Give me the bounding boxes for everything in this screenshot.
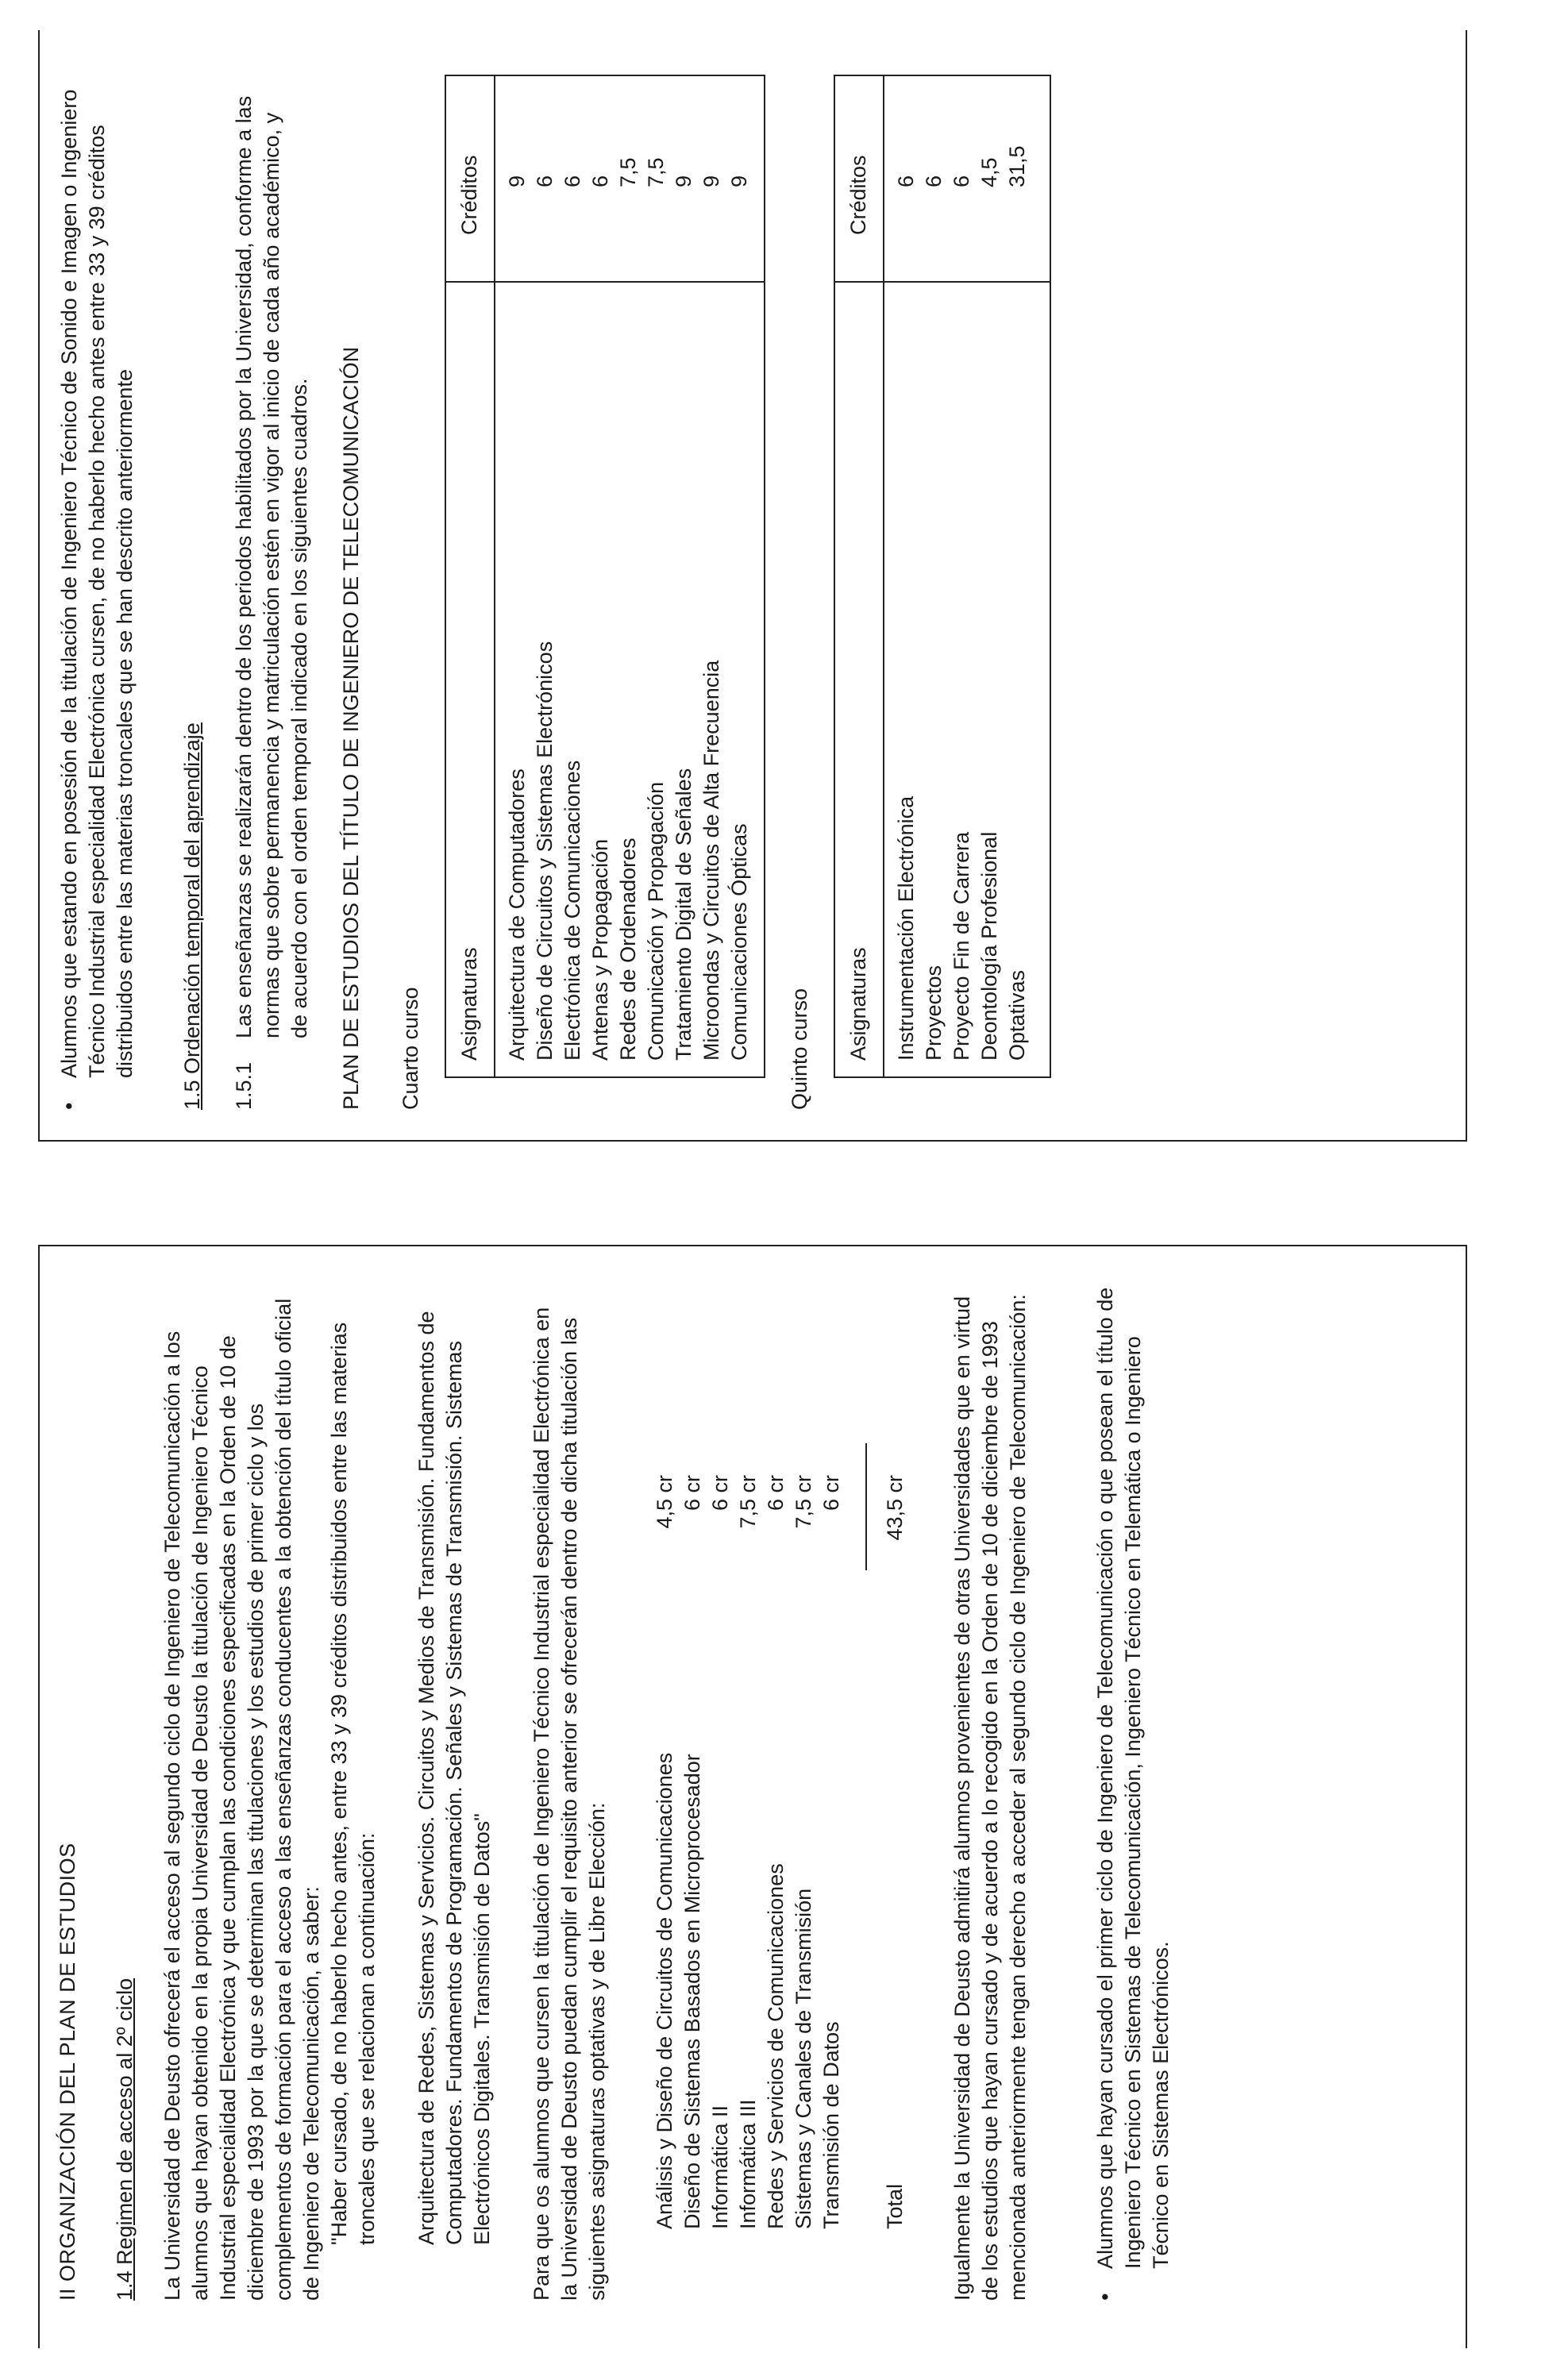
para-igualmente: Igualmente la Universidad de Deusto admitirá alumnos provenientes de otras Universidades que en virtud de los estudios que hayan cursado y de acuerdo a lo recogido en la Orden de 10 de diciembre de 1993 mencionada anteriormente tengan derecho a acceder al segundo ciclo de Ingeniero de Telecomunicación:	[950, 1294, 1030, 2301]
para-intro: La Universidad de Deusto ofrecerá el acceso al segundo ciclo de Ingeniero de Telecomunicación a los alumnos que hayan obtenido en la propia Universidad de Deusto la titulación de Ingeniero Técnico Industrial especialidad Electrónica y que cumplan las condiciones especificadas en la Orden de 10 de diciembre de 1993 por la que se determinan las titulaciones y los estudios de primer ciclo y los complementos de formación para el acceso a las enseñanzas conducentes a la obtención del título oficial de Ingeniero de Telecomunicación, a saber:	[160, 1298, 323, 2301]
fourth-year-table	[445, 75, 765, 1078]
bottom-rule	[1466, 30, 1467, 1142]
course-name: Microondas y Circuitos de Alta Frecuencia	[699, 660, 723, 1061]
col-header-creditos: Créditos	[846, 155, 870, 235]
course-credits: 7,5	[644, 157, 668, 187]
fifth-year-label: Quinto curso	[788, 988, 811, 1110]
credit-row-name: Sistemas y Canales de Transmisión	[792, 1888, 815, 2229]
fourth-year-label: Cuarto curso	[399, 987, 422, 1110]
course-name: Comunicaciones Ópticas	[727, 823, 751, 1061]
left-page	[0, 1245, 1568, 2348]
bullet-dot: •	[57, 1102, 81, 1110]
col-divider	[446, 281, 764, 283]
course-credits: 9	[727, 175, 751, 187]
course-credits: 6	[922, 175, 946, 187]
table-header	[835, 76, 884, 1076]
course-name: Deontología Profesional	[977, 831, 1001, 1061]
credit-row-name: Informática II	[708, 2105, 732, 2229]
quote-list: Arquitectura de Redes, Sistemas y Servicios. Circuitos y Medios de Transmisión. Fundamentos de Computadores. Fundamentos de Programación. Señales y Sistemas de Transmisión. Sistemas Electrónicos Digitales. Transmisión de Datos"	[414, 1311, 494, 2245]
heading-1-4: 1.4 Regimen de acceso al 2º ciclo	[113, 1978, 137, 2301]
credit-row-value: 7,5 cr	[736, 1475, 760, 1529]
course-name: Arquitectura de Computadores	[505, 768, 529, 1061]
course-name: Optativas	[1005, 969, 1029, 1061]
left-rule	[38, 1140, 1467, 1142]
course-name: Tratamiento Digital de Señales	[672, 768, 695, 1061]
course-name: Redes de Ordenadores	[616, 838, 640, 1061]
credit-row-name: Diseño de Sistemas Basados en Microprocesador	[680, 1754, 704, 2229]
course-name: Diseño de Circuitos y Sistemas Electrónicos	[533, 641, 557, 1061]
right-rule	[38, 1245, 1467, 1246]
bottom-rule	[1466, 1245, 1467, 2348]
course-credits: 31,5	[1005, 145, 1029, 187]
course-credits: 4,5	[977, 157, 1001, 187]
para-cursen: Para que os alumnos que cursen la titulación de Ingeniero Técnico Industrial especialidad Electrónica en la Universidad de Deusto puedan cumplir el requisito anterior se ofrecerán dentro de dicha titulación las siguientes asignaturas optativas y de Libre Elección:	[530, 1307, 609, 2301]
credit-row-value: 6 cr	[680, 1475, 704, 1512]
col-divider	[835, 281, 1050, 283]
course-name: Antenas y Propagación	[588, 838, 612, 1061]
credit-row-value: 7,5 cr	[792, 1475, 815, 1529]
course-credits: 6	[588, 175, 612, 187]
col-header-asignaturas: Asignaturas	[846, 947, 870, 1061]
credit-row-value: 6 cr	[819, 1475, 843, 1512]
col-header-asignaturas: Asignaturas	[457, 947, 481, 1061]
credit-row-name: Análisis y Diseño de Circuitos de Comunicaciones	[653, 1752, 676, 2229]
credit-row-name: Informática III	[736, 2099, 760, 2229]
table-header	[446, 76, 495, 1076]
course-name: Comunicación y Propagación	[644, 781, 668, 1061]
right-page	[0, 30, 1568, 1142]
bullet-dot: •	[1093, 2293, 1117, 2301]
total-label: Total	[883, 2183, 907, 2229]
credit-row-name: Redes y Servicios de Comunicaciones	[764, 1863, 788, 2229]
top-rule	[38, 1245, 40, 2348]
fifth-year-table	[834, 75, 1051, 1078]
course-credits: 9	[672, 175, 695, 187]
col-header-creditos: Créditos	[457, 155, 481, 235]
course-credits: 9	[699, 175, 723, 187]
course-credits: 7,5	[616, 157, 640, 187]
heading-1-5-1-text: Las enseñanzas se realizarán dentro de los periodos habilitados por la Universidad, conforme a las normas que sobre permanencia y matriculación estén en vigor al inicio de cada año académico, y de acuerdo con el orden temporal indicado en los siguientes cuadros.	[232, 95, 311, 1038]
course-name: Proyectos	[922, 965, 946, 1061]
total-value: 43,5 cr	[883, 1475, 907, 1541]
course-credits: 6	[950, 175, 973, 187]
course-name: Proyecto Fin de Carrera	[950, 831, 973, 1061]
course-credits: 6	[533, 175, 557, 187]
course-name: Electrónica de Comunicaciones	[561, 760, 584, 1061]
top-rule	[38, 30, 40, 1142]
section-title: II ORGANIZACIÓN DEL PLAN DE ESTUDIOS	[56, 1843, 79, 2301]
total-rule	[865, 1443, 867, 1570]
course-name: Instrumentación Electrónica	[894, 795, 918, 1061]
credit-row-value: 6 cr	[764, 1475, 788, 1512]
credit-row-name: Transmisión de Datos	[819, 2021, 843, 2229]
course-credits: 9	[505, 175, 529, 187]
bullet-2: Alumnos que estando en posesión de la titulación de Ingeniero Técnico de Sonido e Imagen o Ingeniero Técnico Industrial especialidad Electrónica cursen, de no haberlo hecho antes entre 33 y 39 créditos distribuidos entre las materias troncales que se han descrito anteriormente	[57, 89, 137, 1078]
bullet-1: Alumnos que hayan cursado el primer ciclo de Ingeniero de Telecomunicación o que posean el título de Ingeniero Técnico en Sistemas de Telecomunicación, Ingeniero Técnico en Telemática o Ingeniero Técnico en Sistemas Electrónicos.	[1093, 1287, 1173, 2269]
course-credits: 6	[894, 175, 918, 187]
plan-title: PLAN DE ESTUDIOS DEL TÍTULO DE INGENIERO DE TELECOMUNICACIÓN	[339, 346, 363, 1110]
credit-row-value: 6 cr	[708, 1475, 732, 1512]
credit-row-value: 4,5 cr	[653, 1475, 676, 1529]
heading-1-5: 1.5 Ordenación temporal del aprendizaje	[180, 722, 204, 1110]
course-credits: 6	[561, 175, 584, 187]
heading-1-5-1-num: 1.5.1	[232, 1061, 256, 1110]
quote: "Haber cursado, de no haberlo hecho antes, entre 33 y 39 créditos distribuidos entre las materias troncales que se relacionan a continuación:	[327, 1322, 379, 2245]
